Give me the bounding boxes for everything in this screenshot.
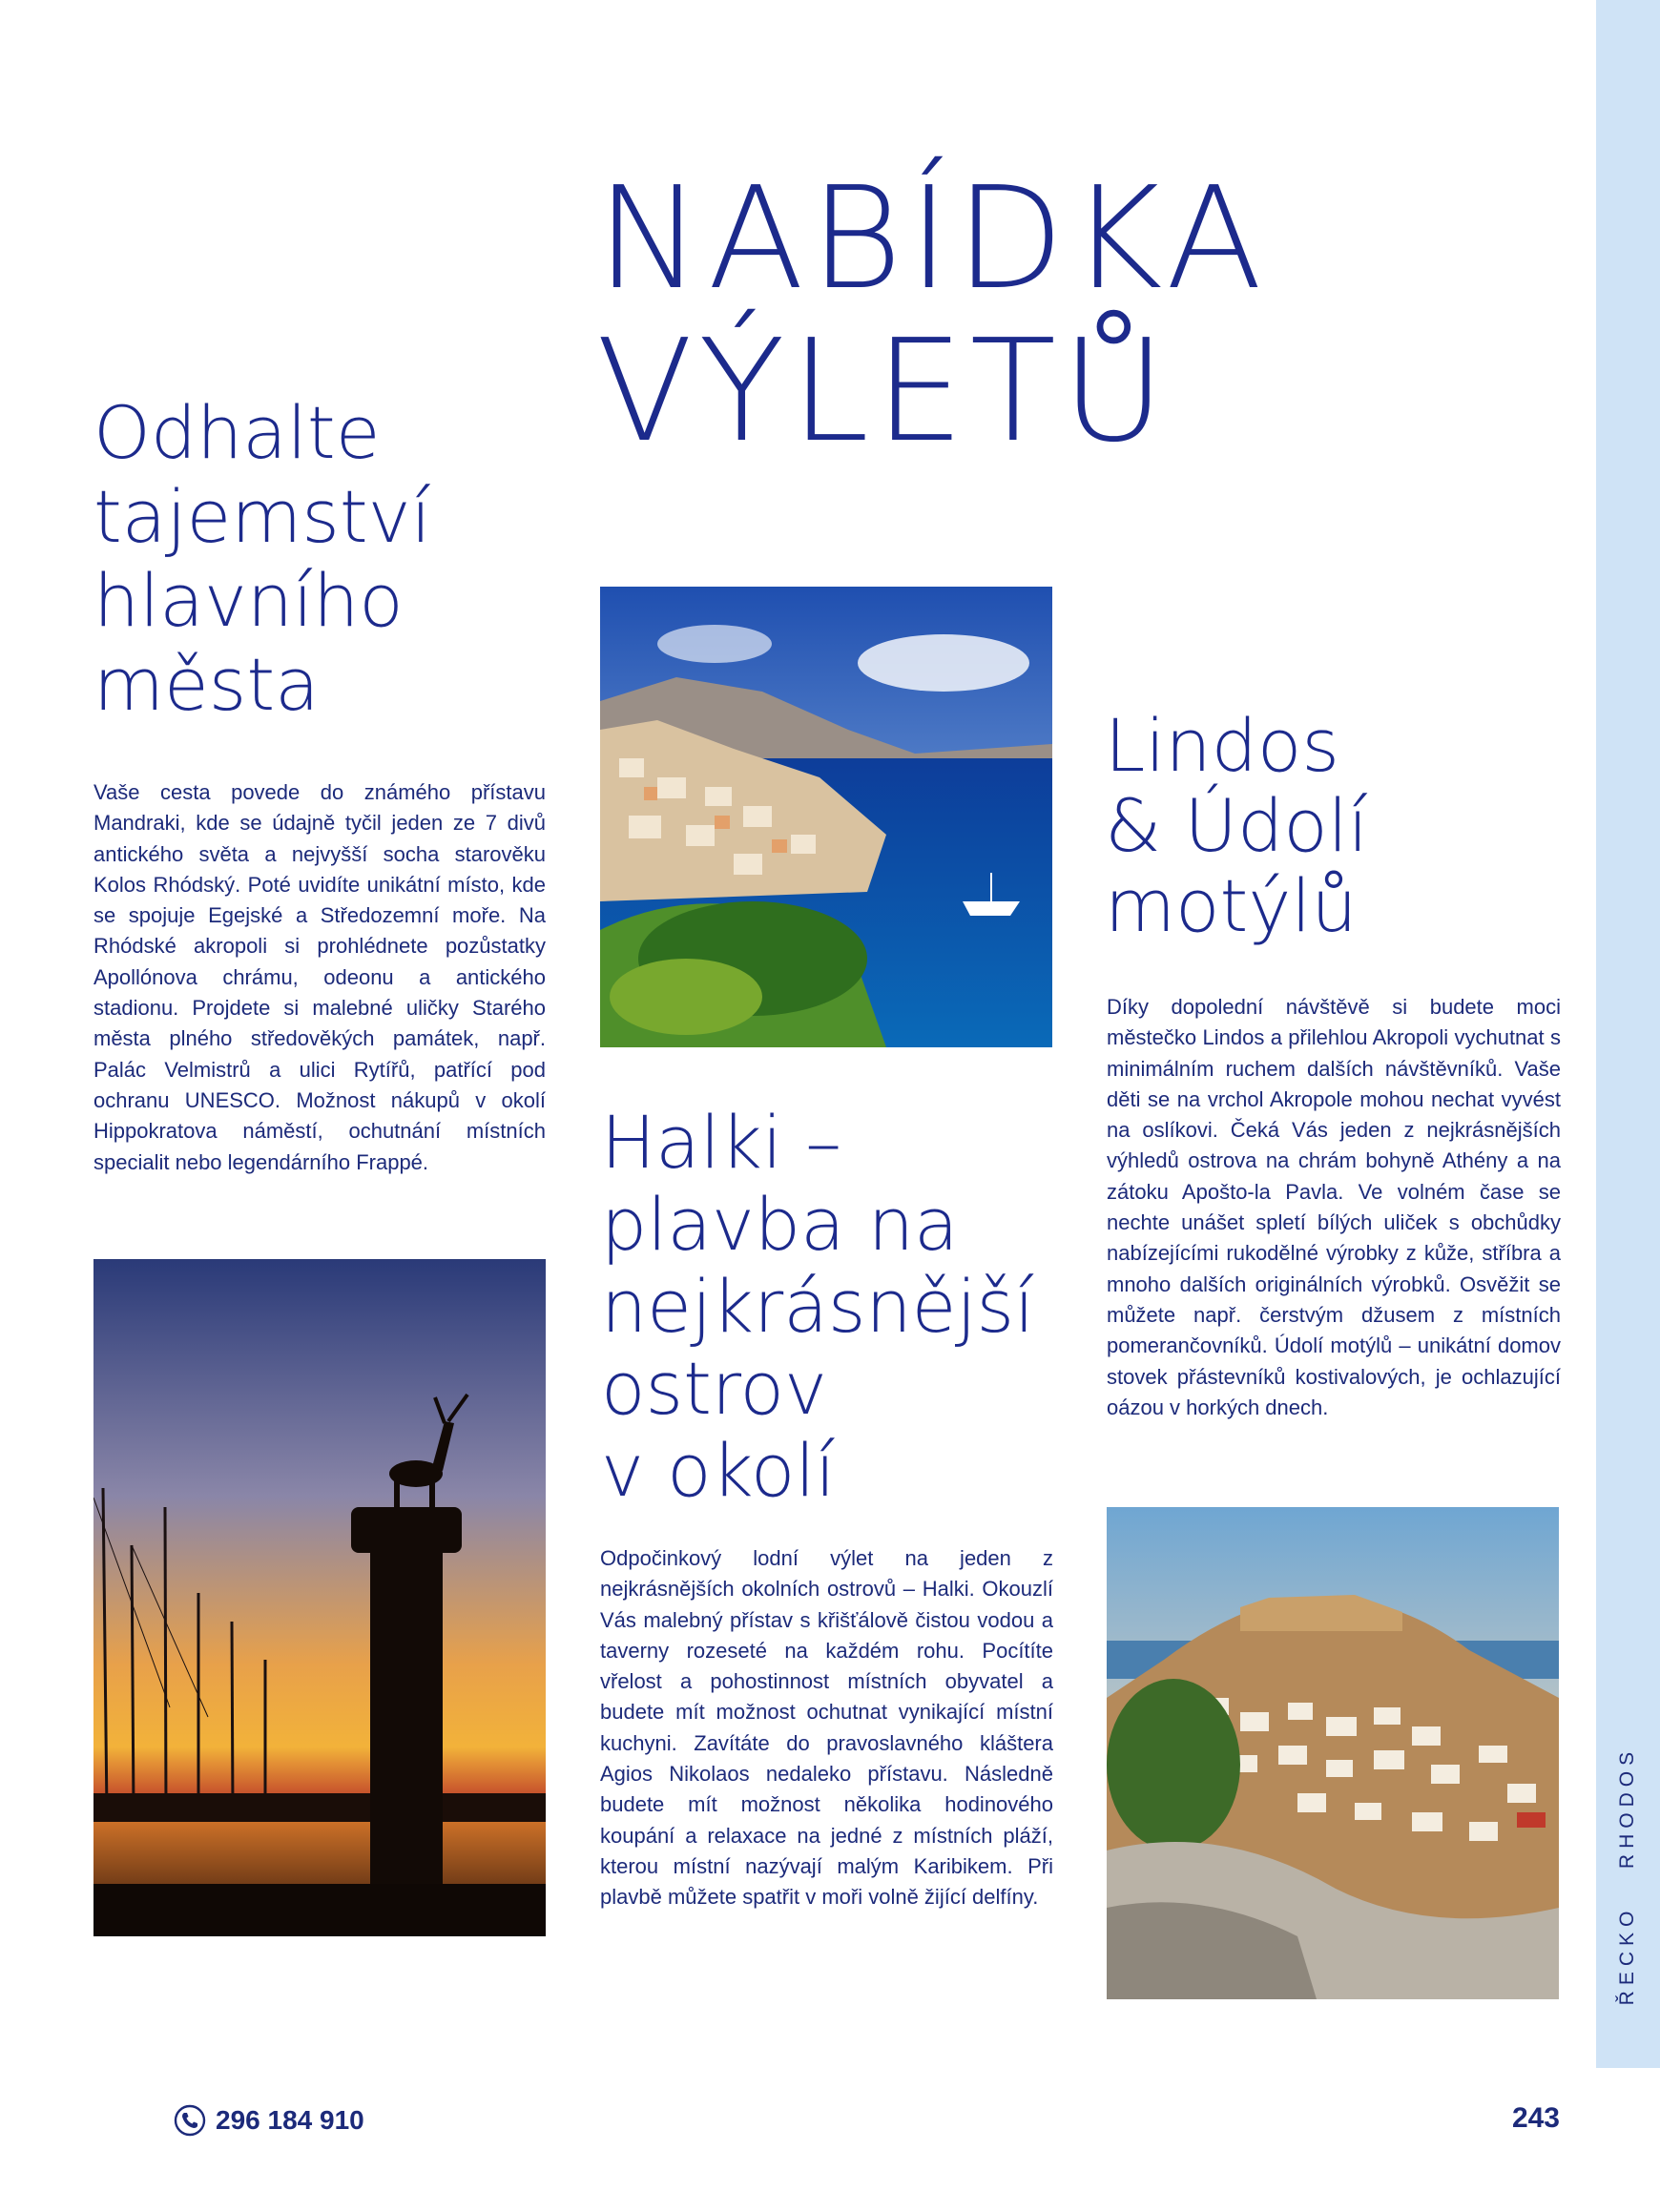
halki-heading <box>601 1102 1049 1512</box>
halki-heading-line: Halki – <box>601 1100 842 1185</box>
phone-number: 296 184 910 <box>216 2105 364 2135</box>
halki-heading-line: plavba na <box>601 1182 959 1267</box>
lindos-town-photo <box>1107 1507 1559 1999</box>
lindos-heading-line: & Údolí <box>1105 783 1369 868</box>
lindos-heading <box>1105 703 1515 948</box>
island-harbour-photo <box>600 587 1052 1047</box>
sidebar-country-label: ŘECKO <box>1616 1905 1638 2006</box>
capital-heading-line: Odhalte <box>93 390 381 475</box>
phone-icon <box>174 2104 206 2137</box>
sidebar-region-label: RHODOS <box>1616 1746 1638 1870</box>
halki-heading-line: ostrov <box>601 1346 827 1431</box>
lindos-heading-line: motýlů <box>1105 863 1358 948</box>
page-number: 243 <box>1511 2102 1560 2134</box>
lindos-heading-line: Lindos <box>1105 703 1339 788</box>
page-title <box>596 156 1283 473</box>
halki-heading-line: v okolí <box>601 1428 836 1513</box>
rhodes-deer-statue-photo <box>93 1259 546 1936</box>
page-title-line-1: NABÍDKA <box>596 156 1269 320</box>
footer-phone[interactable] <box>174 2104 364 2137</box>
capital-heading-line: města <box>93 642 320 727</box>
capital-text: Vaše cesta povede do známého přístavu Mandraki, kde se údajně tyčil jeden ze 7 divů antického světa a nejvyšší socha starověku Kolos Rhódský. Poté uvidíte unikátní místo, kde se spojuje Egejské a Středozemní moře. Na Rhódské akropoli si prohlédnete pozůstatky Apollónova chrámu, odeonu a antického stadionu. Projdete si malebné uličky Starého města plného středověkých památek, např. Palác Velmistrů a ulici Rytířů, patřící pod ochranu UNESCO. Možnost nákupů v okolí Hippokratova náměstí, ochutnání místních specialit nebo legendárního Frappé. <box>93 780 546 1174</box>
halki-heading-line: nejkrásnější <box>601 1264 1035 1349</box>
capital-heading <box>93 391 456 727</box>
lindos-text: Díky dopolední návštěvě si budete moci městečko Lindos a přilehlou Akropoli vychutnat s minimálním ruchem dalších návštěvníků. Vaše děti se na vrchol Akropole mohou nechat vyvést na oslíkovi. Čeká Vás jeden z nejkrásnějších výhledů ostrova na chrám bohyně Athény a na zátoku Apošto-la Pavla. Ve volném čase se nechte unášet spletí bílých uliček s obchůdky nabízejícími rukodělné výrobky z kůže, stříbra a mnoho dalších originálních výrobků. Osvěžit se můžete např. čerstvým džusem z místních pomerančovníků. Údolí motýlů – unikátní domov stovek přástevníků kostivalových, je ochlazující oázou v horkých dnech. <box>1107 995 1561 1419</box>
page-title-line-2: VÝLETŮ <box>596 309 1172 473</box>
capital-heading-line: hlavního <box>93 558 404 643</box>
halki-text: Odpočinkový lodní výlet na jeden z nejkrásnějších okolních ostrovů – Halki. Okouzlí Vás malebný přístav s křišťálově čistou vodou a taverny rozeseté na každém rohu. Pocítíte vřelost a pohostinnost místních obyvatel a budete mít možnost ochutnat vynikající místní kuchyni. Zavítáte do pravoslavného kláštera Agios Nikolaos nedaleko přístavu. Následně budete mít možnost několika hodinového koupání a relaxace na jedné z místních pláží, kterou místní nazývají malým Karibikem. Při plavbě můžete spatřit v moři volně žijící delfíny. <box>600 1546 1053 1910</box>
capital-heading-line: tajemství <box>93 474 431 559</box>
